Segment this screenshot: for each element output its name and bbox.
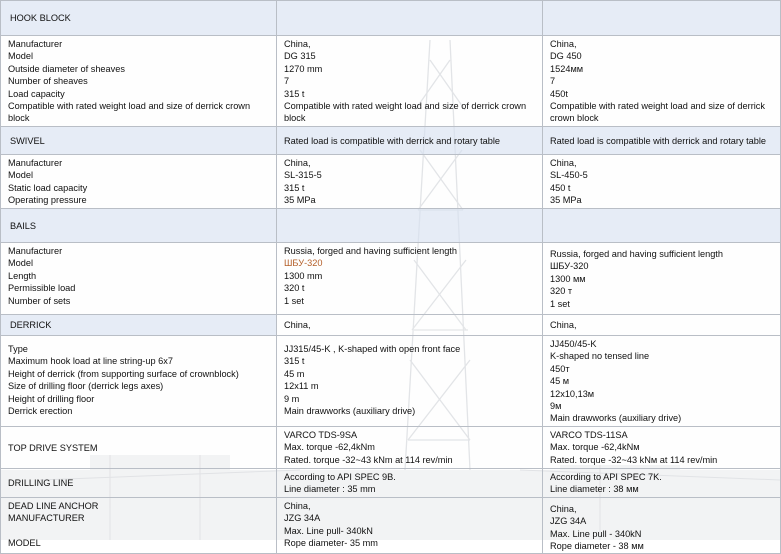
drilling-line-col3 <box>543 468 781 497</box>
value: According to API SPEC 9B. <box>284 471 396 482</box>
label-max-hook-load: Maximum hook load at line string-up 6x7 <box>8 356 173 367</box>
dead-line-anchor-row <box>1 497 781 554</box>
hook-block-col3 <box>543 36 781 127</box>
value: Russia, forged and having sufficient length <box>550 249 723 259</box>
label-number-of-sets: Number of sets <box>8 295 71 306</box>
value: DG 315 <box>284 51 316 62</box>
top-drive-row <box>1 426 781 468</box>
value: 45 m <box>284 368 305 379</box>
label-operating-pressure: Operating pressure <box>8 195 87 206</box>
dead-line-col2 <box>277 497 543 554</box>
dead-line-col3 <box>543 497 781 554</box>
hook-block-col3-header <box>543 1 781 36</box>
value: K-shaped no tensed line <box>550 351 650 362</box>
dead-line-labels <box>1 497 277 554</box>
value: 450 t <box>550 182 571 193</box>
label-dead-line-anchor: DEAD LINE ANCHOR <box>8 500 99 511</box>
hook-block-col2-header <box>277 1 543 36</box>
swivel-col3-header: Rated load is compatible with derrick and rotary table <box>543 127 781 155</box>
derrick-row <box>1 336 781 427</box>
drilling-line-label: DRILLING LINE <box>1 468 277 497</box>
value: 450т <box>550 363 570 374</box>
value: Max. torque -62,4kNм <box>550 442 640 453</box>
top-drive-col2 <box>277 426 543 468</box>
swivel-col3 <box>543 155 781 209</box>
value: Compatible with rated weight load and size of derrick crown block <box>284 101 527 124</box>
label-derrick-height: Height of derrick (from supporting surface of crownblock) <box>8 368 239 379</box>
label-static-load: Static load capacity <box>8 182 88 193</box>
value: Compatible with rated weight load and size of derrick crown block <box>550 101 765 124</box>
value: 35 MPa <box>550 195 582 206</box>
label-manufacturer: Manufacturer <box>8 39 63 49</box>
top-drive-col3 <box>543 426 781 468</box>
bails-labels <box>1 243 277 315</box>
label-model: MODEL <box>8 538 41 549</box>
value: 450t <box>550 88 568 99</box>
value: China, <box>284 158 311 168</box>
label-outside-diameter: Outside diameter of sheaves <box>8 63 125 74</box>
label-load-capacity: Load capacity <box>8 88 65 99</box>
hook-block-col2 <box>277 36 543 127</box>
bails-header-row <box>1 209 781 243</box>
value: 12x11 m <box>284 381 319 392</box>
hook-block-header-row <box>1 1 781 36</box>
label-spacer <box>8 525 270 537</box>
value: Rope diameter- 35 mm <box>284 538 378 549</box>
value: 12x10,13м <box>550 388 595 399</box>
swivel-col2 <box>277 155 543 209</box>
drilling-line-col2 <box>277 468 543 497</box>
label-type: Type <box>8 344 28 354</box>
value: 1 set <box>284 295 304 306</box>
derrick-col3-header: China, <box>543 315 781 336</box>
value: ШБУ-320 <box>284 258 323 269</box>
hook-block-labels <box>1 36 277 127</box>
value: 1270 mm <box>284 63 323 74</box>
derrick-header: DERRICK <box>1 315 277 336</box>
drilling-line-row <box>1 468 781 497</box>
hook-block-row <box>1 36 781 127</box>
label-permissible-load: Permissible load <box>8 283 76 294</box>
value: China, <box>550 158 577 168</box>
label-manufacturer: Manufacturer <box>8 246 63 256</box>
value: 1 set <box>550 298 570 309</box>
value: Rope diameter - 38 мм <box>550 541 644 552</box>
label-model: Model <box>8 170 34 181</box>
label-derrick-erection: Derrick erection <box>8 406 73 417</box>
value: Max. torque -62,4kNm <box>284 442 375 453</box>
value: China, <box>550 39 577 49</box>
label-compatible: Compatible with rated weight load and size of derrick crown block <box>8 101 251 124</box>
value: Rated. torque -32~43 kNm at 114 rev/min <box>284 454 453 465</box>
label-drilling-floor-size: Size of drilling floor (derrick legs axes) <box>8 381 164 392</box>
hook-block-header: HOOK BLOCK <box>1 1 277 36</box>
bails-col2 <box>277 243 543 315</box>
value: Main drawworks (auxiliary drive) <box>550 413 682 424</box>
value: Rated. torque -32~43 kNм at 114 rev/min <box>550 454 718 465</box>
derrick-labels <box>1 336 277 427</box>
value: SL-450-5 <box>550 170 588 181</box>
value: VARCO TDS-11SA <box>550 429 628 440</box>
derrick-col2 <box>277 336 543 427</box>
value: China, <box>284 39 311 49</box>
value: 7 <box>284 76 290 87</box>
top-drive-label: TOP DRIVE SYSTEM <box>1 426 277 468</box>
value: China, <box>284 500 311 511</box>
bails-col3-header <box>543 209 781 243</box>
value: JJ450/45-K <box>550 339 597 349</box>
value: 1300 mm <box>284 270 323 281</box>
value: Max. Line pull - 340kN <box>550 528 642 539</box>
value: China, <box>550 503 577 514</box>
swivel-header-row <box>1 127 781 155</box>
label-model: Model <box>8 51 34 62</box>
bails-col3 <box>543 243 781 315</box>
value: 315 t <box>284 182 305 193</box>
derrick-col2-header: China, <box>277 315 543 336</box>
value: DG 450 <box>550 51 582 62</box>
value: Line diameter : 35 mm <box>284 484 376 495</box>
value: 9м <box>550 401 562 412</box>
label-manufacturer: MANUFACTURER <box>8 513 85 524</box>
value: JZG 34A <box>284 513 321 524</box>
swivel-header: SWIVEL <box>1 127 277 155</box>
value: 1300 мм <box>550 273 586 284</box>
label-number-of-sheaves: Number of sheaves <box>8 76 88 87</box>
value: Max. Line pull- 340kN <box>284 525 373 536</box>
value: 1524мм <box>550 63 584 74</box>
label-length: Length <box>8 270 37 281</box>
value: Main drawworks (auxiliary drive) <box>284 406 416 417</box>
value: 315 t <box>284 356 305 367</box>
value: 315 t <box>284 88 305 99</box>
value: 45 м <box>550 376 570 387</box>
value: 7 <box>550 76 556 87</box>
value: According to API SPEC 7K. <box>550 471 662 482</box>
derrick-header-row <box>1 315 781 336</box>
value: ШБУ-320 <box>550 261 589 272</box>
value: 9 m <box>284 393 300 404</box>
value: VARCO TDS-9SA <box>284 429 358 440</box>
value: 35 MPa <box>284 195 316 206</box>
swivel-col2-header: Rated load is compatible with derrick and rotary table <box>277 127 543 155</box>
label-model: Model <box>8 258 34 269</box>
bails-row <box>1 243 781 315</box>
label-drilling-floor-height: Height of drilling floor <box>8 393 95 404</box>
value: SL-315-5 <box>284 170 322 181</box>
value: 320 t <box>284 283 305 294</box>
bails-header: BAILS <box>1 209 277 243</box>
derrick-col3 <box>543 336 781 427</box>
bails-col2-header <box>277 209 543 243</box>
swivel-labels <box>1 155 277 209</box>
swivel-row <box>1 155 781 209</box>
label-manufacturer: Manufacturer <box>8 158 63 168</box>
value: Russia, forged and having sufficient length <box>284 246 457 256</box>
value: JZG 34A <box>550 516 587 527</box>
value: JJ315/45-K , K-shaped with open front face <box>284 344 461 354</box>
value: Line diameter : 38 мм <box>550 484 639 495</box>
value: 320 т <box>550 286 573 297</box>
